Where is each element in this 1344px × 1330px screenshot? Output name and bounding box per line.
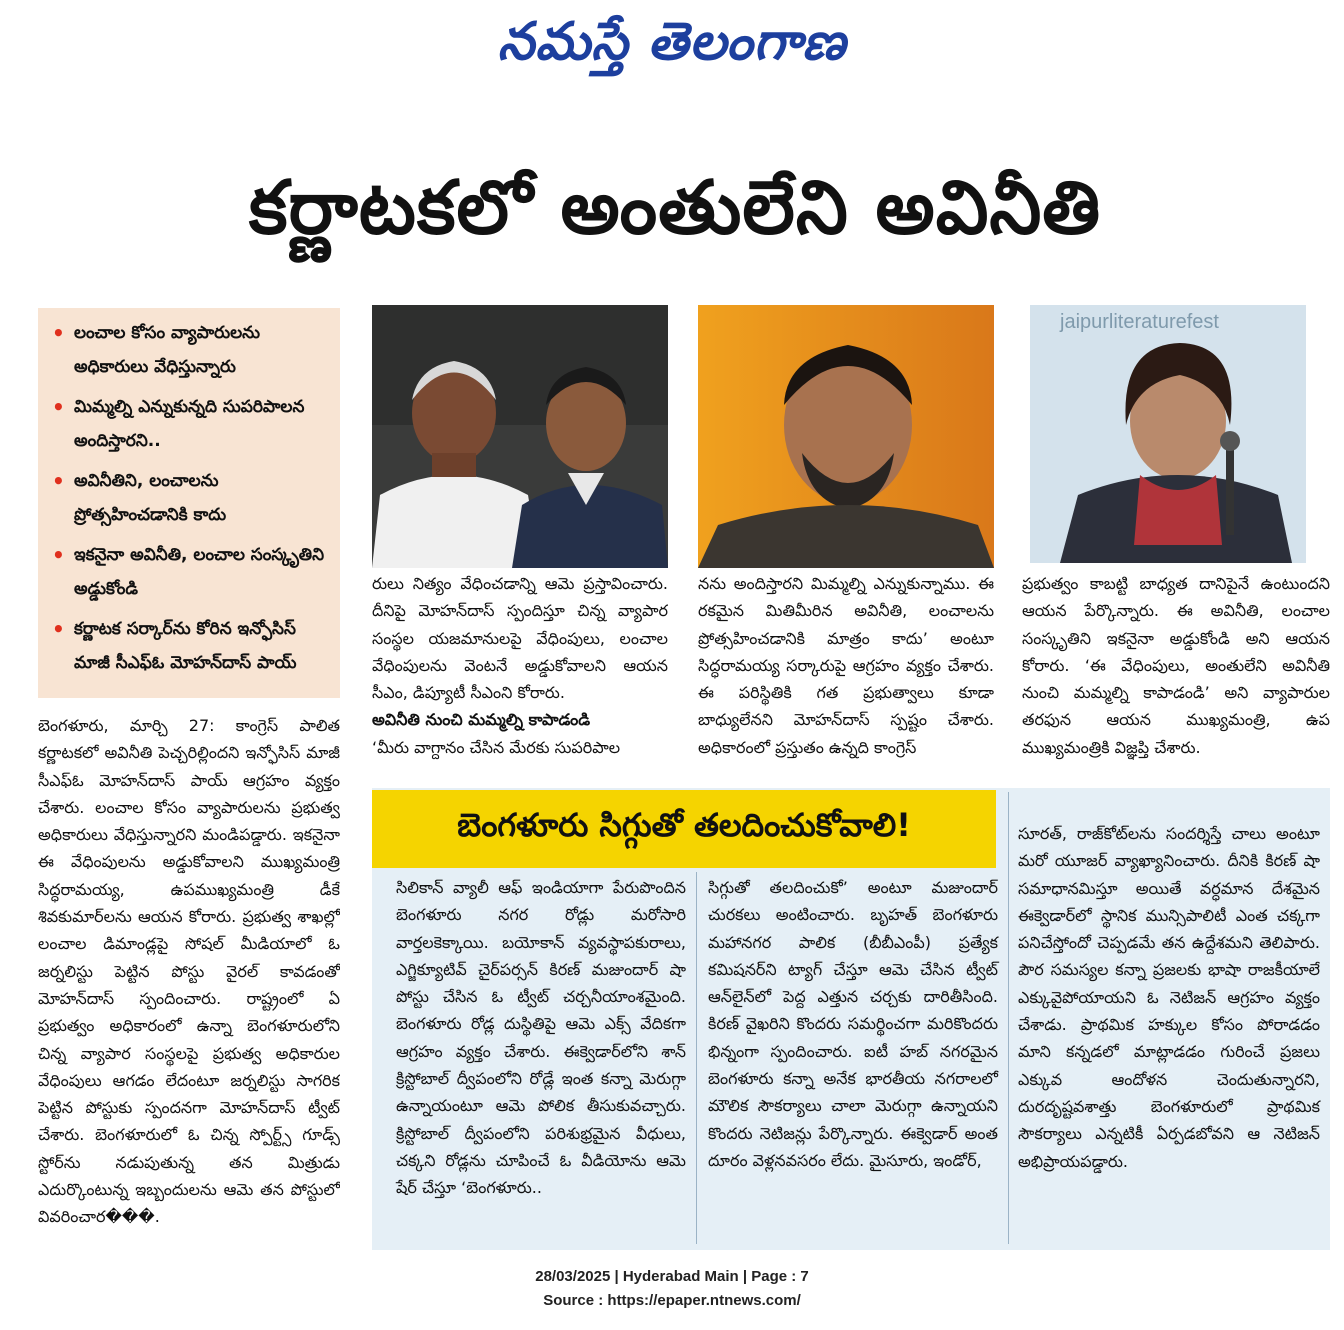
bullet-icon: • [52, 395, 65, 419]
column-divider [1008, 792, 1009, 1244]
photo-kiran-mazumdar-shaw [1030, 305, 1306, 563]
sidebar-column-2: సిగ్గుతో తలదించుకో’ అంటూ మజుందార్ చురకలు అంటించారు. బృహత్ బెంగళూరు మహానగర పాలిక (బీబీఎంపీ) ప్రత్యేక కమిషనర్‌ని ట్యాగ్ చేస్తూ ఆమె చేసిన ట్వీట్ ఆన్‌లైన్‌లో పెద్ద ఎత్తున చర్చకు దారితీసింది. కిరణ్ వైఖరిని కొందరు సమర్థించగా మరికొందరు భిన్నంగా స్పందించారు. ఐటీ హబ్ నగరమైన బెంగళూరు కన్నా అనేక భారతీయ నగరాలలో మౌలిక సౌకర్యాలు చాలా మెరుగ్గా ఉన్నాయని కొందరు నెటిజన్లు పేర్కొన్నారు. ఈక్వెడార్ అంత దూరం వెళ్లనవసరం లేదు. మైసూరు, ఇండోర్, [708, 878, 998, 1170]
photo-politicians [372, 305, 668, 568]
highlights-box [38, 308, 340, 698]
sidebar-column-1: సిలికాన్ వ్యాలీ ఆఫ్ ఇండియాగా పేరుపొందిన బెంగళూరు నగర రోడ్లు మరోసారి వార్తలకెక్కాయి. బయోకాన్ వ్యవస్థాపకురాలు, ఎగ్జిక్యూటివ్ చైర్‌పర్సన్ కిరణ్ మజుందార్ షా పోస్టు చేసిన ఓ ట్వీట్ చర్చనీయాంశమైంది. బెంగళూరు రోడ్ల దుస్థితిపై ఆమె ఎక్స్ వేదికగా ఆగ్రహం వ్యక్తం చేశారు. ఈక్వెడార్‌లోని శాన్ క్రిస్టోబాల్ ద్వీపంలోని రోడ్లే ఇంత కన్నా మెరుగ్గా ఉన్నాయంటూ ఆమె పోలిక తీసుకువచ్చారు. క్రిస్టోబాల్ ద్వీపంలోని పరిశుభ్రమైన వీధులు, చక్కని రోడ్లను చూపించే ఓ వీడియోను ఆమె షేర్ చేస్తూ ‘బెంగళూరు.. [396, 878, 686, 1198]
article-column-4: ప్రభుత్వం కాబట్టి బాధ్యత దానిపైనే ఉంటుందని ఆయన పేర్కొన్నారు. ఈ అవినీతి, లంచాల సంస్కృతిని ఇకనైనా అడ్డుకోండి అని ఆయన కోరారు. ‘ఈ వేధింపులు, అంతులేని అవినీతి నుంచి మమ్మల్ని కాపాడండి’ అని వ్యాపారుల తరఫున ఆయన ముఖ్యమంత్రి, ఉప ముఖ్యమంత్రికి విజ్ఞప్తి చేశారు. [1022, 574, 1330, 757]
headline: కర్ణాటకలో అంతులేని అవినీతి [248, 165, 1102, 251]
column-divider [696, 872, 697, 1244]
photo-caption: jaipurliteraturefest [1060, 311, 1219, 333]
column-subhead: అవినీతి నుంచి మమ్మల్ని కాపాడండి [372, 710, 591, 730]
sidebar-story-title: బెంగళూరు సిగ్గుతో తలదించుకోవాలి! [372, 790, 996, 868]
highlight-item: • కర్ణాటక సర్కార్‌ను కోరిన ఇన్ఫోసిస్ మాజీ సీఎఫ్‌ఓ మోహన్‌దాస్ పాయ్ [52, 612, 334, 680]
highlight-item: • లంచాల కోసం వ్యాపారులను అధికారులు వేధిస్తున్నారు [52, 316, 334, 384]
highlight-item: • ఇకనైనా అవినీతి, లంచాల సంస్కృతిని అడ్డుకోండి [52, 538, 334, 606]
article-column-2: రులు నిత్యం వేధించడాన్ని ఆమె ప్రస్తావించారు. దీనిపై మోహన్‌దాస్ స్పందిస్తూ చిన్న వ్యాపార సంస్థల యజమానులపై వేధింపులు, లంచాల వేధింపులను వెంటనే అడ్డుకోవాలని ఆయన సీఎం, డిప్యూటీ సీఎంని కోరారు. అవినీతి నుంచి మమ్మల్ని కాపాడండి ‘మీరు వాగ్దానం చేసిన మేరకు సుపరిపాల [372, 574, 668, 757]
highlight-item: • మిమ్మల్ని ఎన్నుకున్నది సుపరిపాలన అందిస్తారని.. [52, 390, 334, 458]
bullet-icon: • [52, 543, 65, 567]
bullet-icon: • [52, 617, 65, 641]
footer-source: Source : https://epaper.ntnews.com/ [543, 1292, 801, 1309]
highlight-item: • అవినీతిని, లంచాలను ప్రోత్సహించడానికి కాదు [52, 464, 334, 532]
photo-mohandas-pai [698, 305, 994, 568]
bullet-icon: • [52, 469, 65, 493]
footer-date-edition: 28/03/2025 | Hyderabad Main | Page : 7 [535, 1268, 809, 1285]
bullet-icon: • [52, 321, 65, 345]
article-column-1: బెంగళూరు, మార్చి 27: కాంగ్రెస్ పాలిత కర్ణాటకలో అవినీతి పెచ్చరిల్లిందని ఇన్ఫోసిస్ మాజీ సీఎఫ్‌ఓ మోహన్‌దాస్ పాయ్ ఆగ్రహం వ్యక్తం చేశారు. లంచాల కోసం వ్యాపారులను ప్రభుత్వ అధికారులు వేధిస్తున్నారని మండిపడ్డారు. ఇకనైనా ఈ వేధింపులను అడ్డుకోవాలని ముఖ్యమంత్రి సిద్ధరామయ్య, ఉపముఖ్యమంత్రి డీకే శివకుమార్‌లను ఆయన కోరారు. ప్రభుత్వ శాఖల్లో లంచాల డిమాండ్లపై సోషల్ మీడియాలో ఓ జర్నలిస్టు పెట్టిన పోస్టు వైరల్ కావడంతో మోహన్‌దాస్ స్పందించారు. రాష్ట్రంలో ఏ ప్రభుత్వం అధికారంలో ఉన్నా బెంగళూరులోని చిన్న వ్యాపార సంస్థలపై ప్రభుత్వ అధికారుల వేధింపులు ఆగడం లేదంటూ జర్నలిస్టు సాగరిక పెట్టిన పోస్టుకు స్పందనగా మోహన్‌దాస్ ట్వీట్ చేశారు. బెంగళూరులో ఓ చిన్న స్పోర్ట్స్ గూడ్స్ స్టోర్‌ను నడుపుతున్న తన మిత్రుడు ఎదుర్కొంటున్న ఇబ్బందులను ఆమె తన పోస్టులో వివరించార���. [38, 716, 340, 1227]
masthead-logo: నమస్తే తెలంగాణ [497, 11, 847, 72]
sidebar-column-3: సూరత్, రాజ్‌కోట్‌లను సందర్శిస్తే చాలు అంటూ మరో యూజర్ వ్యాఖ్యానించారు. దీనికి కిరణ్ షా సమాధానమిస్తూ అయితే వర్ధమాన దేశమైన ఈక్వెడార్‌లో స్థానిక మున్సిపాలిటీ ఎంత చక్కగా పనిచేస్తోందో చెప్పడమే తన ఉద్దేశమని తెలిపారు. పౌర సమస్యల కన్నా ప్రజలకు భాషా రాజకీయాలే ఎక్కువైపోయాయని ఓ నెటిజన్ ఆగ్రహం వ్యక్తం చేశాడు. ప్రాథమిక హక్కుల కోసం పోరాడడం మాని కన్నడలో మాట్లాడడం గురించే ప్రజలు ఎక్కువ ఆందోళన చెందుతున్నారని, దురదృష్టవశాత్తు బెంగళూరులో ప్రాథమిక సౌకర్యాలు ఎన్నటికీ ఏర్పడబోవని ఆ నెటిజన్ అభిప్రాయపడ్డారు. [1018, 824, 1320, 1171]
article-column-3: నను అందిస్తారని మిమ్మల్ని ఎన్నుకున్నాము. ఈ రకమైన మితిమీరిన అవినీతి, లంచాలను ప్రోత్సహించడానికి మాత్రం కాదు’ అంటూ సిద్ధరామయ్య సర్కారుపై ఆగ్రహం వ్యక్తం చేశారు. ఈ పరిస్థితికి గత ప్రభుత్వాలు కూడా బాధ్యులేనని మోహన్‌దాస్ స్పష్టం చేశారు. అధికారంలో ప్రస్తుతం ఉన్నది కాంగ్రెస్ [698, 574, 994, 757]
